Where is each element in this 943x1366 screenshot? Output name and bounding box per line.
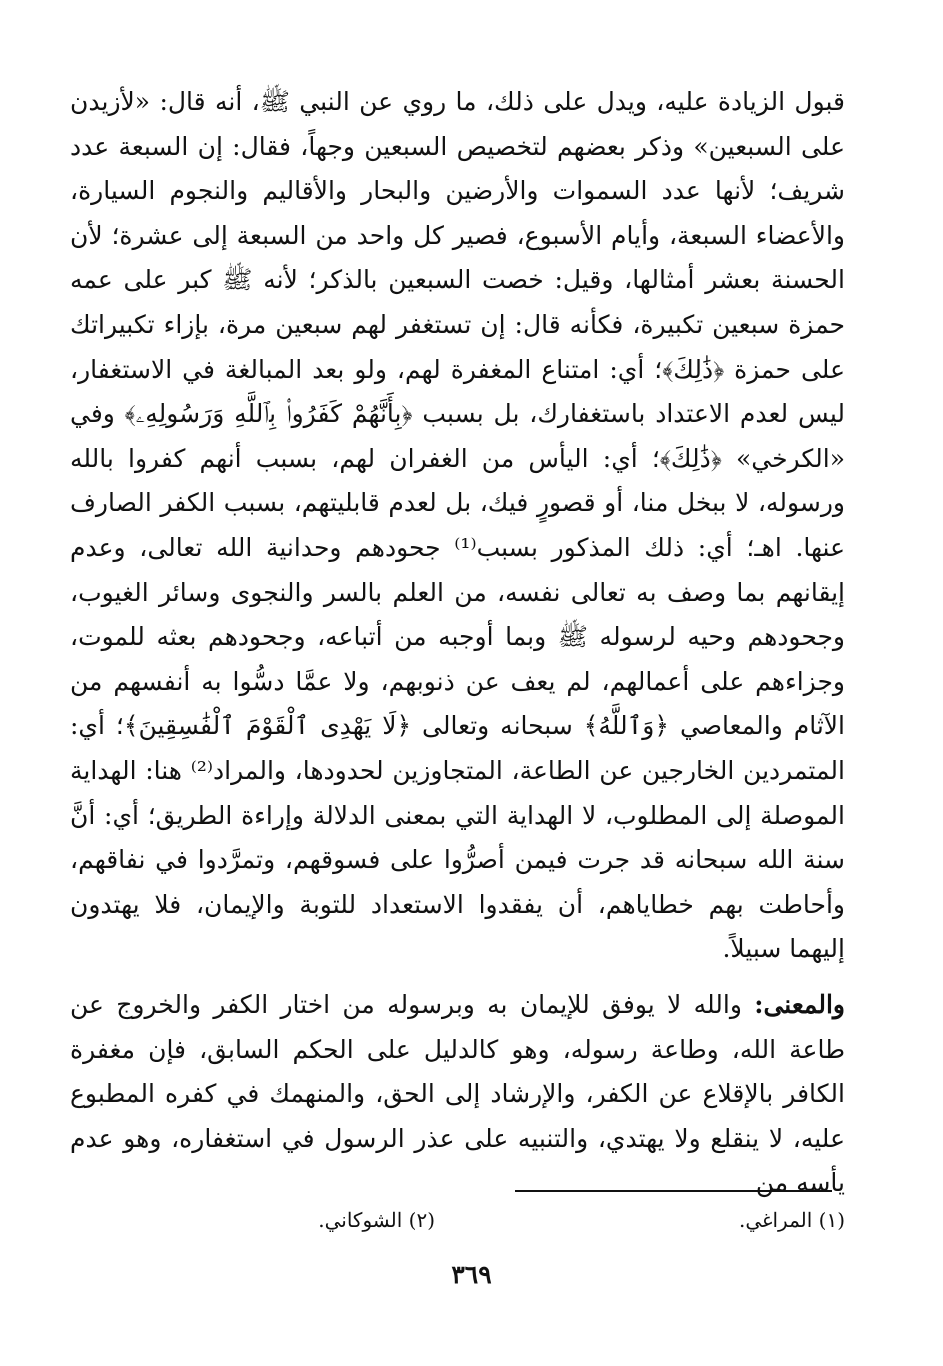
- meaning-paragraph: [70, 983, 845, 1206]
- footnote-2: (٢) الشوكاني.: [318, 1208, 435, 1232]
- meaning-text: والله لا يوفق للإيمان به وبرسوله من اختار الكفر والخروج عن طاعة الله، وطاعة رسوله، وهو كالدليل على الحكم السابق، فإن مغفرة الكافر بالإقلاع عن الكفر، والإرشاد إلى الحق، والمنهمك في كفره المطبوع عليه، لا ينقلع ولا يهتدي، والتنبيه على عذر الرسول في استغفاره، وهو عدم يأسه من: [70, 990, 845, 1198]
- meaning-lead: والمعنى:: [754, 990, 845, 1019]
- footnote-1: (١) المراغي.: [738, 1208, 845, 1232]
- footnote-divider: [515, 1190, 832, 1192]
- page-number: ٣٦٩: [451, 1260, 492, 1289]
- main-paragraph: قبول الزيادة عليه، ويدل على ذلك، ما روي عن النبي ﷺ، أنه قال: «لأزيدن على السبعين» وذكر بعضهم لتخصيص السبعين وجهاً، فقال: إن السبعة عدد شريف؛ لأنها عدد السموات والأرضين والبحار والأقاليم والنجوم السيارة، والأعضاء السبعة، وأيام الأسبوع، فصير كل واحد من السبعة إلى عشرة؛ لأن الحسنة بعشر أمثالها، وقيل: خصت السبعين بالذكر؛ لأنه ﷺ كبر على عمه حمزة سبعين تكبيرة، فكأنه قال: إن تستغفر لهم سبعين مرة، بإزاء تكبيراتك على حمزة ﴿ذَٰلِكَ﴾؛ أي: امتناع المغفرة لهم، ولو بعد المبالغة في الاستغفار، ليس لعدم الاعتداد باستغفارك، بل بسبب ﴿بِأَنَّهُمْ كَفَرُوا۟ بِٱللَّهِ وَرَسُولِهِۦ﴾ وفي «الكرخي» ﴿ذَٰلِكَ﴾؛ أي: اليأس من الغفران لهم، بسبب أنهم كفروا بالله ورسوله، لا ببخل منا، أو قصورٍ فيك، بل لعدم قابليتهم، بسبب الكفر الصارف عنها. اهـ؛ أي: ذلك المذكور بسبب⁽¹⁾ جحودهم وحدانية الله تعالى، وعدم إيقانهم بما وصف به تعالى نفسه، من العلم بالسر والنجوى وسائر الغيوب، وجحودهم وحيه لرسوله ﷺ وبما أوجبه من أتباعه، وجحودهم بعثه للموت، وجزاءهم على أعمالهم، لم يعف عن ذنوبهم، ولا عمَّا دسُّوا به أنفسهم من الآثام والمعاصي ﴿وَٱللَّهُ﴾ سبحانه وتعالى ﴿لَا يَهْدِى ٱلْقَوْمَ ٱلْفَٰسِقِينَ﴾؛ أي: المتمردين الخارجين عن الطاعة، المتجاوزين لحدودها، والمراد⁽²⁾ هنا: الهداية الموصلة إلى المطلوب، لا الهداية التي بمعنى الدلالة وإراءة الطريق؛ أي: أنَّ سنة الله سبحانه قد جرت فيمن أصرُّوا على فسوقهم، وتمرَّدوا في نفاقهم، وأحاطت بهم خطاياهم، أن يفقدوا الاستعداد للتوبة والإيمان، فلا يهتدون إليهما سبيلاً.: [70, 87, 845, 964]
